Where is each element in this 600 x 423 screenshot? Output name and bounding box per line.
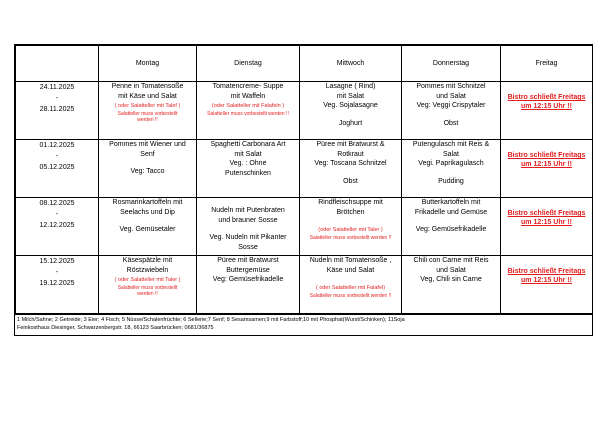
bistro-notice-line: um 12:15 Uhr !!	[521, 103, 572, 110]
week-row	[16, 82, 593, 140]
date-to: 05.12.2025	[39, 164, 75, 171]
monday-dish-cell	[99, 82, 197, 140]
veg-option: Vegi. Paprikagulasch	[418, 160, 484, 167]
wednesday-dish-cell	[300, 82, 402, 140]
dish-line: Käse und Salat	[326, 266, 375, 274]
week-row	[16, 140, 593, 198]
thursday-dish-cell	[402, 198, 501, 256]
caterer-address: Feinkosthaus Diesinger, Schwarzenbergstr. 18, 66123 Saarbrücken; 0681/36875	[17, 325, 214, 331]
header-tuesday: Dienstag	[197, 46, 300, 82]
thursday-dish-cell	[402, 82, 501, 140]
dish-line: und Salat	[436, 92, 466, 100]
allergen-legend: 1 Milch/Sahne; 2 Getreide; 3 Eier; 4 Fisch; 5 Nüsse/Schalenfrüchte; 6 Sellerie;7 Senf; 8 Sesamsamen;9 mit Farbstoff;10 mit Phosphat(Wurst/Schinken); 11Soja	[17, 317, 405, 323]
date-to: 19.12.2025	[39, 280, 75, 287]
dish-line: Nudeln mit Putenbraten	[211, 207, 285, 214]
friday-cell	[501, 82, 593, 140]
bistro-notice-line: Bistro schließt Freitags	[507, 152, 586, 159]
friday-cell	[501, 140, 593, 198]
veg-option: Veg. Gemüsetaler	[119, 226, 176, 233]
veg-option: Veg: Gemüsefrikadelle	[212, 276, 284, 283]
date-range-cell	[16, 198, 99, 256]
dish-line: Nudeln mit Tomatensoße ,	[309, 257, 392, 264]
veg-option: Veg. : Ohne	[229, 160, 267, 167]
wednesday-dish-cell	[300, 140, 402, 198]
dish-line: Senf	[140, 150, 155, 158]
salad-option-note: ( oder Salatteller mit Taler )	[114, 277, 181, 283]
dish-line: und Salat	[436, 266, 466, 274]
bistro-notice-line: Bistro schließt Freitags	[507, 268, 586, 275]
bistro-closing-notice	[501, 256, 592, 285]
header-date-cell	[16, 46, 99, 82]
friday-cell	[501, 198, 593, 256]
dessert: Joghurt	[338, 119, 363, 127]
dish-line: Buttergemüse	[226, 266, 270, 274]
preorder-note: Salatteller muss vorbestellt	[117, 110, 178, 117]
bistro-closing-notice	[501, 140, 592, 169]
monday-dish-cell	[99, 198, 197, 256]
date-from: 15.12.2025	[39, 258, 75, 265]
week-row	[16, 198, 593, 256]
date-range-cell	[16, 140, 99, 198]
allergen-footnote	[15, 314, 592, 333]
date-dash: -	[55, 269, 59, 276]
bistro-notice-line: um 12:15 Uhr !!	[521, 219, 572, 226]
preorder-note: werden !!	[137, 291, 158, 297]
veg-option: Veg: Toscana Schnitzel	[314, 160, 387, 167]
dessert: Obst	[343, 177, 358, 185]
thursday-dish-cell	[402, 140, 501, 198]
thursday-dish-cell	[402, 256, 501, 314]
preorder-note: Salatteller muss vorbestellt werden !!	[309, 292, 392, 299]
date-range-cell	[16, 256, 99, 314]
bistro-notice-line: Bistro schließt Freitags	[507, 210, 586, 217]
header-wednesday: Mittwoch	[300, 46, 402, 82]
monday-dish-cell	[99, 140, 197, 198]
header-friday: Freitag	[501, 46, 593, 82]
dish-line: mit Salat	[234, 150, 262, 158]
salad-option-note: (oder Salatteller mit Taler )	[318, 227, 383, 233]
date-to: 28.11.2025	[39, 106, 75, 113]
bistro-notice-line: um 12:15 Uhr !!	[521, 161, 572, 168]
dish-line: und brauner Sosse	[218, 216, 278, 224]
dish-line: Pommes mit Wiener und	[109, 141, 186, 148]
preorder-note: Salatteller muss vorbestellt werden !!	[207, 110, 289, 117]
date-from: 08.12.2025	[39, 200, 75, 207]
veg-option: Veg, Chili sin Carne	[420, 276, 482, 283]
dish-line: Brötchen	[336, 208, 365, 216]
veg-option: Veg. Nudeln mit Pikanter	[209, 234, 287, 241]
date-from: 24.11.2025	[39, 84, 75, 91]
salad-option-note: ( oder Salatteller mit Falafel)	[315, 285, 386, 291]
dessert: Obst	[443, 119, 459, 127]
dish-line: Seelachs und Dip	[120, 208, 175, 216]
veg-option: Sosse	[238, 243, 258, 251]
dish-line: Lasagne ( Rind)	[325, 83, 376, 90]
dish-line: mit Käse und Salat	[118, 92, 177, 100]
header-thursday: Donnerstag	[402, 46, 501, 82]
veg-option: Putenschinken	[225, 169, 271, 177]
preorder-note: Salatteller muss vorbestellt werden !!	[309, 234, 392, 241]
salad-option-note: (oder Salatteller mit Falafeln )	[211, 103, 285, 109]
dish-line: mit Salat	[336, 92, 365, 100]
tuesday-dish-cell	[197, 140, 300, 198]
dish-line: mit Waffeln	[230, 92, 266, 100]
bistro-notice-line: um 12:15 Uhr !!	[521, 277, 572, 284]
date-dash: -	[55, 95, 59, 102]
date-from: 01.12.2025	[39, 142, 75, 149]
bistro-closing-notice	[501, 82, 592, 111]
veg-option: Veg: Veggi Crispytaler	[416, 102, 486, 109]
bistro-notice-line: Bistro schließt Freitags	[507, 94, 586, 101]
tuesday-dish-cell	[197, 256, 300, 314]
tuesday-dish-cell	[197, 82, 300, 140]
dish-line: Spaghetti Carbonara Art	[210, 141, 286, 148]
dessert: Pudding	[438, 177, 464, 185]
date-range-cell	[16, 82, 99, 140]
dish-line: Salat	[443, 150, 459, 158]
veg-option: Veg: Gemüsefrikadelle	[415, 226, 487, 233]
dish-line: Rindfleischsuppe mit	[318, 199, 383, 206]
weekly-menu-table	[15, 45, 593, 314]
wednesday-dish-cell	[300, 198, 402, 256]
date-dash: -	[55, 211, 59, 218]
dish-line: Rosmarinkartoffeln mit	[112, 199, 183, 206]
dish-line: Püree mit Bratwurst	[217, 257, 279, 264]
bistro-closing-notice	[501, 198, 592, 227]
monday-dish-cell	[99, 256, 197, 314]
dish-line: Käsespätzle mit	[122, 257, 173, 264]
dish-line: Püree mit Bratwurst &	[316, 141, 385, 148]
dish-line: Frikadelle und Gemüse	[414, 208, 488, 216]
header-monday: Montag	[99, 46, 197, 82]
salad-option-note: ( oder Salatteller mit Talef )	[114, 103, 181, 109]
dish-line: Rotkraut	[337, 150, 364, 158]
date-to: 12.12.2025	[39, 222, 75, 229]
veg-option: Veg: Tacco	[130, 168, 165, 175]
menu-sheet	[14, 44, 593, 336]
dish-line: Tomatencreme- Suppe	[212, 83, 284, 90]
dish-line: Chili con Carne mit Reis	[413, 257, 489, 264]
dish-line: Röstzwiebeln	[126, 266, 169, 274]
tuesday-dish-cell	[197, 198, 300, 256]
dish-line: Butterkartoffeln mit	[421, 199, 481, 206]
date-dash: -	[55, 153, 59, 160]
week-row	[16, 256, 593, 314]
preorder-note: Salatteller muss vorbestellt	[117, 284, 178, 291]
veg-option: Veg. Sojalasagne	[323, 102, 378, 109]
dish-line: Penne in Tomatensoße	[111, 83, 184, 90]
dish-line: Pommes mit Schnitzel	[416, 83, 486, 90]
dish-line: Putengulasch mit Reis &	[412, 141, 490, 148]
wednesday-dish-cell	[300, 256, 402, 314]
preorder-note: werden !!	[137, 117, 158, 123]
friday-cell	[501, 256, 593, 314]
